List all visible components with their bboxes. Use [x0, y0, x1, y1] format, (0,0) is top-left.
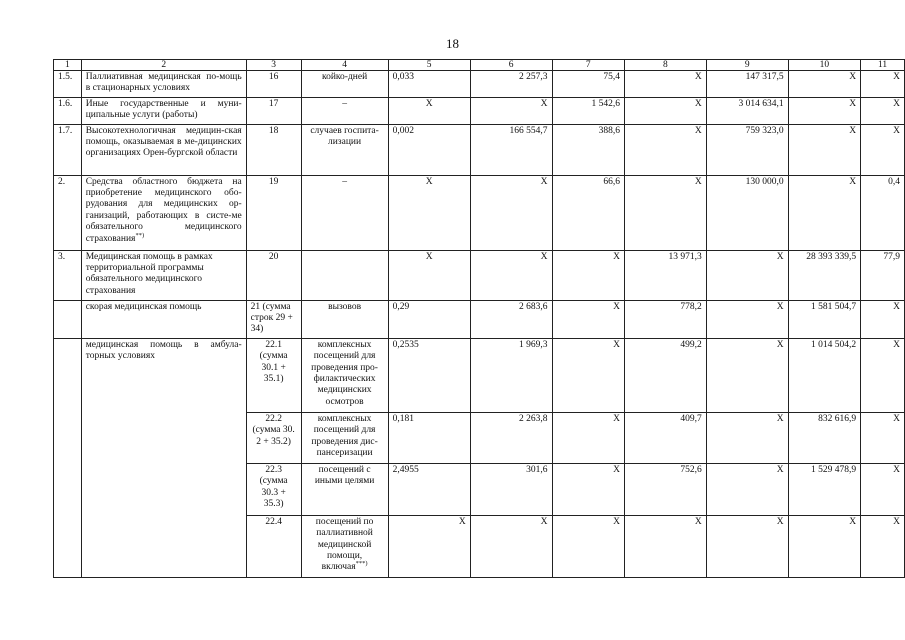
value-cell: X [388, 250, 470, 300]
value-cell: X [788, 124, 860, 175]
line-code: 17 [246, 97, 301, 124]
line-code: 18 [246, 124, 301, 175]
value-cell: X [706, 515, 788, 577]
value-cell: 1 969,3 [470, 338, 552, 412]
unit [301, 250, 388, 300]
footnote-mark: ***) [355, 560, 368, 568]
unit: посещений с иными целями [301, 463, 388, 515]
value-cell: X [470, 97, 552, 124]
value-cell: X [706, 412, 788, 463]
value-cell: 0,002 [388, 124, 470, 175]
value-cell: X [706, 338, 788, 412]
value-cell: X [788, 97, 860, 124]
value-cell: X [624, 71, 706, 98]
row-number: 1.7. [54, 124, 82, 175]
value-cell: 409,7 [624, 412, 706, 463]
table-row [54, 338, 905, 412]
value-cell: 778,2 [624, 300, 706, 338]
value-cell: 1 542,6 [552, 97, 624, 124]
value-cell: X [706, 300, 788, 338]
value-cell: 388,6 [552, 124, 624, 175]
value-cell: 166 554,7 [470, 124, 552, 175]
unit: вызовов [301, 300, 388, 338]
table-row [54, 300, 905, 338]
row-number [54, 300, 82, 338]
value-cell: 759 323,0 [706, 124, 788, 175]
value-cell: X [552, 463, 624, 515]
row-number: 2. [54, 175, 82, 250]
value-cell: X [624, 97, 706, 124]
value-cell: X [470, 175, 552, 250]
table-row [54, 250, 905, 300]
value-cell: X [552, 300, 624, 338]
value-cell: 2,4955 [388, 463, 470, 515]
row-name: Медицинская помощь в рамках территориальной программы обязательного медицинского страхования [81, 250, 246, 300]
value-cell: X [624, 124, 706, 175]
value-cell: X [624, 175, 706, 250]
value-cell: 0,29 [388, 300, 470, 338]
value-cell: 499,2 [624, 338, 706, 412]
value-cell: X [388, 97, 470, 124]
value-cell: 3 014 634,1 [706, 97, 788, 124]
value-cell: 28 393 339,5 [788, 250, 860, 300]
unit: комплексных посещений для проведения про-филактических медицинских осмотров [301, 338, 388, 412]
table-row [54, 71, 905, 98]
row-number: 3. [54, 250, 82, 300]
value-cell: X [552, 338, 624, 412]
line-code: 21 (сумма строк 29 + 34) [246, 300, 301, 338]
unit: – [301, 175, 388, 250]
row-number: 1.6. [54, 97, 82, 124]
value-cell: X [861, 124, 905, 175]
header-cell: 8 [624, 60, 706, 71]
header-cell: 6 [470, 60, 552, 71]
value-cell: 75,4 [552, 71, 624, 98]
value-cell: X [388, 175, 470, 250]
value-cell: 130 000,0 [706, 175, 788, 250]
value-cell: X [861, 515, 905, 577]
row-name: Высокотехнологичная медицин-ская помощь, оказываемая в ме-дицинских организациях Орен-бургской области [81, 124, 246, 175]
value-cell: X [552, 250, 624, 300]
header-cell: 9 [706, 60, 788, 71]
value-cell: 0,181 [388, 412, 470, 463]
unit: комплексных посещений для проведения дис-пансеризации [301, 412, 388, 463]
value-cell: X [470, 250, 552, 300]
value-cell: X [552, 412, 624, 463]
page-number: 18 [446, 36, 459, 51]
value-cell: X [388, 515, 470, 577]
row-name: Паллиативная медицинская по-мощь в стационарных условиях [81, 71, 246, 98]
table-row [54, 97, 905, 124]
value-cell: 2 263,8 [470, 412, 552, 463]
row-name-text: Средства областного бюджета на приобретение медицинского обо-рудования для медицинских ор-ганизаций, работающих в систе-ме обязательного медицинского страхования [85, 176, 242, 244]
unit: койко-дней [301, 71, 388, 98]
line-code: 22.3 (сумма 30.3 + 35.3) [246, 463, 301, 515]
value-cell: X [624, 515, 706, 577]
header-cell: 10 [788, 60, 860, 71]
value-cell: 752,6 [624, 463, 706, 515]
header-cell: 1 [54, 60, 82, 71]
unit: случаев госпита-лизации [301, 124, 388, 175]
value-cell: 13 971,3 [624, 250, 706, 300]
value-cell: X [861, 463, 905, 515]
value-cell: 2 257,3 [470, 71, 552, 98]
row-name: медицинская помощь в амбула-торных условиях [81, 338, 246, 577]
unit: – [301, 97, 388, 124]
value-cell: X [552, 515, 624, 577]
value-cell: X [861, 71, 905, 98]
line-code: 20 [246, 250, 301, 300]
footnote-mark: **) [135, 231, 145, 239]
row-name: скорая медицинская помощь [81, 300, 246, 338]
value-cell: X [470, 515, 552, 577]
value-cell: X [788, 515, 860, 577]
header-cell: 2 [81, 60, 246, 71]
row-number: 1.5. [54, 71, 82, 98]
value-cell: 66,6 [552, 175, 624, 250]
value-cell: X [788, 175, 860, 250]
value-cell: 301,6 [470, 463, 552, 515]
header-cell: 4 [301, 60, 388, 71]
value-cell: 77,9 [861, 250, 905, 300]
value-cell: 0,033 [388, 71, 470, 98]
header-row [54, 60, 905, 71]
header-cell: 3 [246, 60, 301, 71]
table-row [54, 124, 905, 175]
value-cell: X [706, 463, 788, 515]
header-cell: 5 [388, 60, 470, 71]
row-name: Иные государственные и муни-ципальные услуги (работы) [81, 97, 246, 124]
value-cell: X [861, 338, 905, 412]
header-cell: 7 [552, 60, 624, 71]
value-cell: 147 317,5 [706, 71, 788, 98]
value-cell: X [861, 300, 905, 338]
value-cell: 832 616,9 [788, 412, 860, 463]
value-cell: 1 529 478,9 [788, 463, 860, 515]
value-cell: 2 683,6 [470, 300, 552, 338]
value-cell: X [788, 71, 860, 98]
value-cell: 1 014 504,2 [788, 338, 860, 412]
line-code: 22.4 [246, 515, 301, 577]
line-code: 22.1 (сумма 30.1 + 35.1) [246, 338, 301, 412]
row-number [54, 338, 82, 577]
value-cell: X [706, 250, 788, 300]
unit [301, 515, 388, 577]
line-code: 16 [246, 71, 301, 98]
line-code: 22.2 (сумма 30. 2 + 35.2) [246, 412, 301, 463]
value-cell: 1 581 504,7 [788, 300, 860, 338]
row-name [81, 175, 246, 250]
table-row [54, 175, 905, 250]
value-cell: X [861, 97, 905, 124]
value-cell: X [861, 412, 905, 463]
value-cell: 0,4 [861, 175, 905, 250]
line-code: 19 [246, 175, 301, 250]
budget-table [53, 59, 905, 578]
value-cell: 0,2535 [388, 338, 470, 412]
unit-text: посещений по паллиативной медицинской помощи, включая [315, 516, 374, 573]
header-cell: 11 [861, 60, 905, 71]
